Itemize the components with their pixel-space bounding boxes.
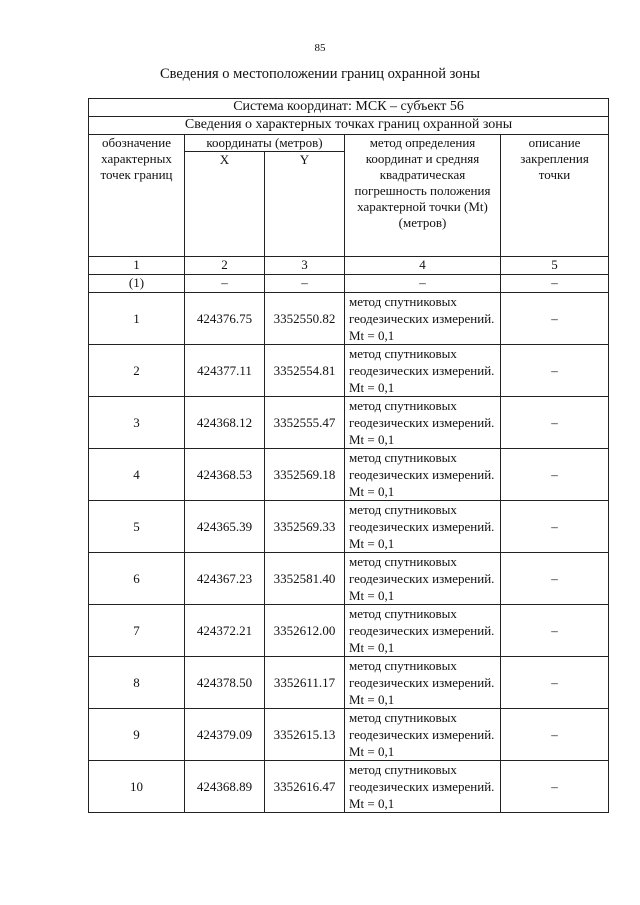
method-text: метод спутниковых геодезических измерений. Mt = 0,1 xyxy=(345,605,501,657)
header-coords: координаты (метров) xyxy=(185,135,345,152)
point-description: – xyxy=(501,345,609,397)
column-number: 4 xyxy=(345,257,501,275)
column-number: 5 xyxy=(501,257,609,275)
table-row xyxy=(89,553,609,605)
ring-y: – xyxy=(265,275,345,293)
point-label: 10 xyxy=(89,761,185,813)
header-point: обозначение характерных точек границ xyxy=(89,135,185,257)
point-label: 9 xyxy=(89,709,185,761)
y-coordinate: 3352550.82 xyxy=(265,293,345,345)
x-coordinate: 424368.53 xyxy=(185,449,265,501)
y-coordinate: 3352615.13 xyxy=(265,709,345,761)
point-label: 2 xyxy=(89,345,185,397)
header-x: X xyxy=(185,152,265,257)
y-coordinate: 3352569.18 xyxy=(265,449,345,501)
y-coordinate: 3352555.47 xyxy=(265,397,345,449)
table-row xyxy=(89,709,609,761)
method-text: метод спутниковых геодезических измерений. Mt = 0,1 xyxy=(345,501,501,553)
point-description: – xyxy=(501,553,609,605)
coord-system-cell: Система координат: МСК – субъект 56 xyxy=(89,99,609,117)
method-text: метод спутниковых геодезических измерений. Mt = 0,1 xyxy=(345,657,501,709)
point-label: 5 xyxy=(89,501,185,553)
table-row xyxy=(89,293,609,345)
table-row xyxy=(89,449,609,501)
table-row xyxy=(89,761,609,813)
y-coordinate: 3352581.40 xyxy=(265,553,345,605)
table-row xyxy=(89,397,609,449)
point-description: – xyxy=(501,449,609,501)
y-coordinate: 3352616.47 xyxy=(265,761,345,813)
y-coordinate: 3352554.81 xyxy=(265,345,345,397)
method-text: метод спутниковых геодезических измерений. Mt = 0,1 xyxy=(345,553,501,605)
point-description: – xyxy=(501,397,609,449)
header-method: метод определения координат и средняя квадратическая погрешность положения характерной точки (Mt) (метров) xyxy=(345,135,501,257)
x-coordinate: 424365.39 xyxy=(185,501,265,553)
point-label: 1 xyxy=(89,293,185,345)
method-text: метод спутниковых геодезических измерений. Mt = 0,1 xyxy=(345,397,501,449)
point-description: – xyxy=(501,709,609,761)
point-description: – xyxy=(501,657,609,709)
column-number: 3 xyxy=(265,257,345,275)
x-coordinate: 424372.21 xyxy=(185,605,265,657)
table-row xyxy=(89,345,609,397)
point-label: 4 xyxy=(89,449,185,501)
point-description: – xyxy=(501,293,609,345)
method-text: метод спутниковых геодезических измерений. Mt = 0,1 xyxy=(345,345,501,397)
x-coordinate: 424377.11 xyxy=(185,345,265,397)
y-coordinate: 3352612.00 xyxy=(265,605,345,657)
column-number: 1 xyxy=(89,257,185,275)
method-text: метод спутниковых геодезических измерений. Mt = 0,1 xyxy=(345,709,501,761)
section-title-cell: Сведения о характерных точках границ охранной зоны xyxy=(89,117,609,135)
point-label: 3 xyxy=(89,397,185,449)
header-description: описание закрепления точки xyxy=(501,135,609,257)
method-text: метод спутниковых геодезических измерений. Mt = 0,1 xyxy=(345,449,501,501)
point-description: – xyxy=(501,605,609,657)
coordinates-table xyxy=(88,98,609,813)
y-coordinate: 3352611.17 xyxy=(265,657,345,709)
x-coordinate: 424368.89 xyxy=(185,761,265,813)
column-number: 2 xyxy=(185,257,265,275)
ring-label: (1) xyxy=(89,275,185,293)
table-row xyxy=(89,657,609,709)
table-row xyxy=(89,605,609,657)
point-description: – xyxy=(501,761,609,813)
ring-x: – xyxy=(185,275,265,293)
point-label: 8 xyxy=(89,657,185,709)
point-description: – xyxy=(501,501,609,553)
ring-description: – xyxy=(501,275,609,293)
document-title: Сведения о местоположении границ охранной зоны xyxy=(159,66,480,82)
table-row xyxy=(89,501,609,553)
x-coordinate: 424376.75 xyxy=(185,293,265,345)
method-text: метод спутниковых геодезических измерений. Mt = 0,1 xyxy=(345,761,501,813)
method-text: метод спутниковых геодезических измерений. Mt = 0,1 xyxy=(345,293,501,345)
point-label: 7 xyxy=(89,605,185,657)
x-coordinate: 424379.09 xyxy=(185,709,265,761)
point-label: 6 xyxy=(89,553,185,605)
x-coordinate: 424368.12 xyxy=(185,397,265,449)
ring-method: – xyxy=(345,275,501,293)
x-coordinate: 424378.50 xyxy=(185,657,265,709)
page-number: 85 xyxy=(314,42,326,54)
header-y: Y xyxy=(265,152,345,257)
x-coordinate: 424367.23 xyxy=(185,553,265,605)
y-coordinate: 3352569.33 xyxy=(265,501,345,553)
